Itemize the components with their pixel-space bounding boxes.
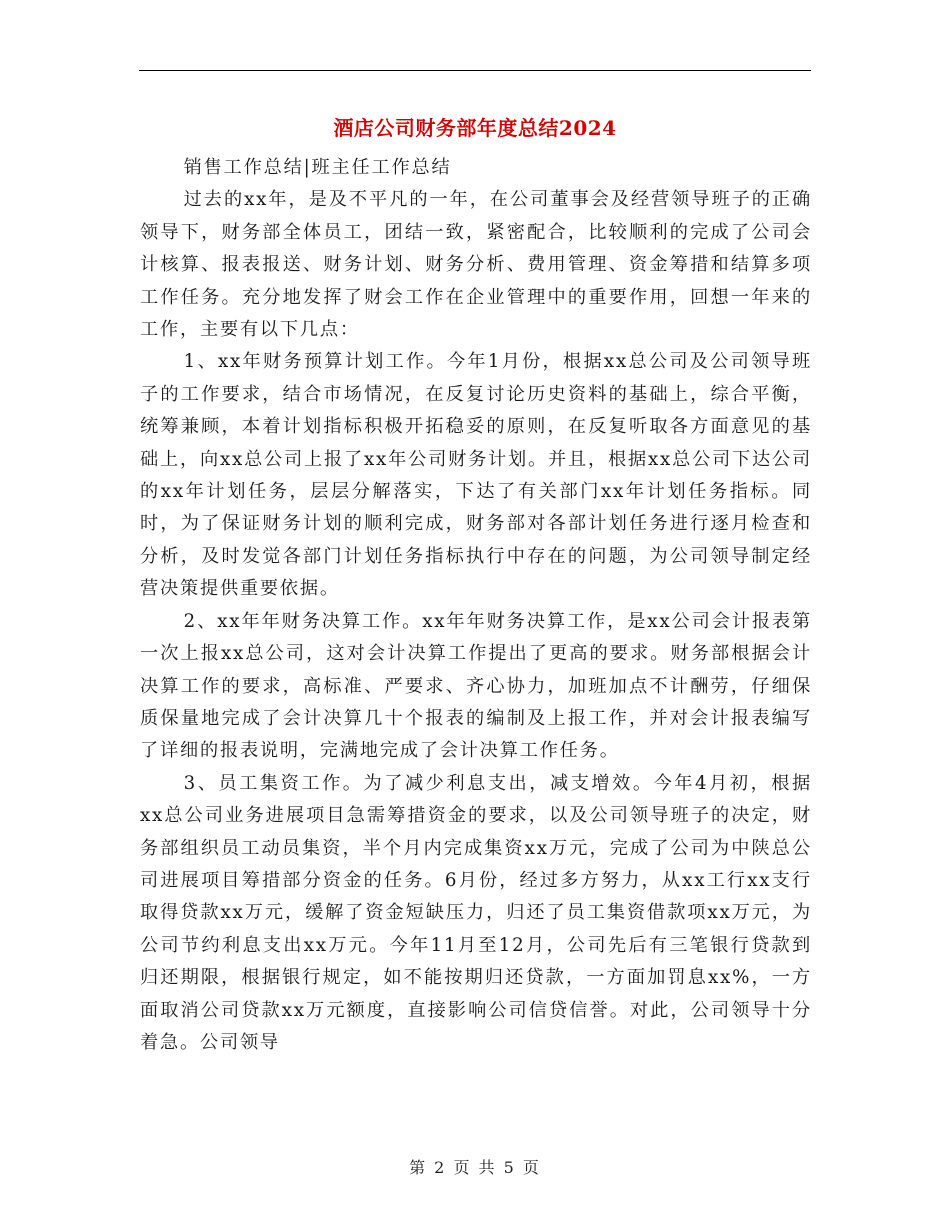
paragraph-final-accounts: 2、xx年年财务决算工作。xx年年财务决算工作，是xx公司会计报表第一次上报xx总公司，这对会计决算工作提出了更高的要求。财务部根据会计决算工作的要求，高标准、严要求、齐心协力，加班加点不计酬劳，仔细保质保量地完成了会计决算几十个报表的编制及上报工作，并对会计报表编写了详细的报表说明，完满地完成了会计决算工作任务。 (140, 610, 812, 762)
header-rule (139, 70, 811, 71)
document-title: 酒店公司财务部年度总结2024 (333, 116, 617, 140)
paragraph-budget: 1、xx年财务预算计划工作。今年1月份，根据xx总公司及公司领导班子的工作要求，结合市场情况，在反复讨论历史资料的基础上，综合平衡，统筹兼顾，本着计划指标积极开拓稳妥的原则，在反复听取各方面意见的基础上，向xx总公司上报了xx年公司财务计划。并且，根据xx总公司下达公司的xx年计划任务，层层分解落实，下达了有关部门xx年计划任务指标。同时，为了保证财务计划的顺利完成，财务部对各部计划任务进行逐月检查和分析，及时发觉各部门计划任务指标执行中存在的问题，为公司领导制定经营决策提供重要依据。 (140, 351, 812, 600)
paragraph-intro: 过去的xx年，是及不平凡的一年，在公司董事会及经营领导班子的正确领导下，财务部全体员工，团结一致，紧密配合，比较顺利的完成了公司会计核算、报表报送、财务计划、财务分析、费用管理、资金筹措和结算多项工作任务。充分地发挥了财会工作在企业管理中的重要作用，回想一年来的工作，主要有以下几点： (140, 189, 812, 341)
subheading: 销售工作总结|班主任工作总结 (183, 157, 452, 178)
document-body (140, 152, 812, 1059)
paragraph-fundraising: 3、员工集资工作。为了减少利息支出，减支增效。今年4月初，根据xx总公司业务进展项目急需筹措资金的要求，以及公司领导班子的决定，财务部组织员工动员集资，半个月内完成集资xx万元，完成了公司为中陕总公司进展项目筹措部分资金的任务。6月份，经过多方努力，从xx工行xx支行取得贷款xx万元，缓解了资金短缺压力，归还了员工集资借款项xx万元，为公司节约利息支出xx万元。今年11月至12月，公司先后有三笔银行贷款到归还期限，根据银行规定，如不能按期归还贷款，一方面加罚息xx%，一方面取消公司贷款xx万元额度，直接影响公司信贷信誉。对此，公司领导十分着急。公司领导 (140, 772, 812, 1053)
page-footer: 第 2 页 共 5 页 (409, 1158, 541, 1177)
